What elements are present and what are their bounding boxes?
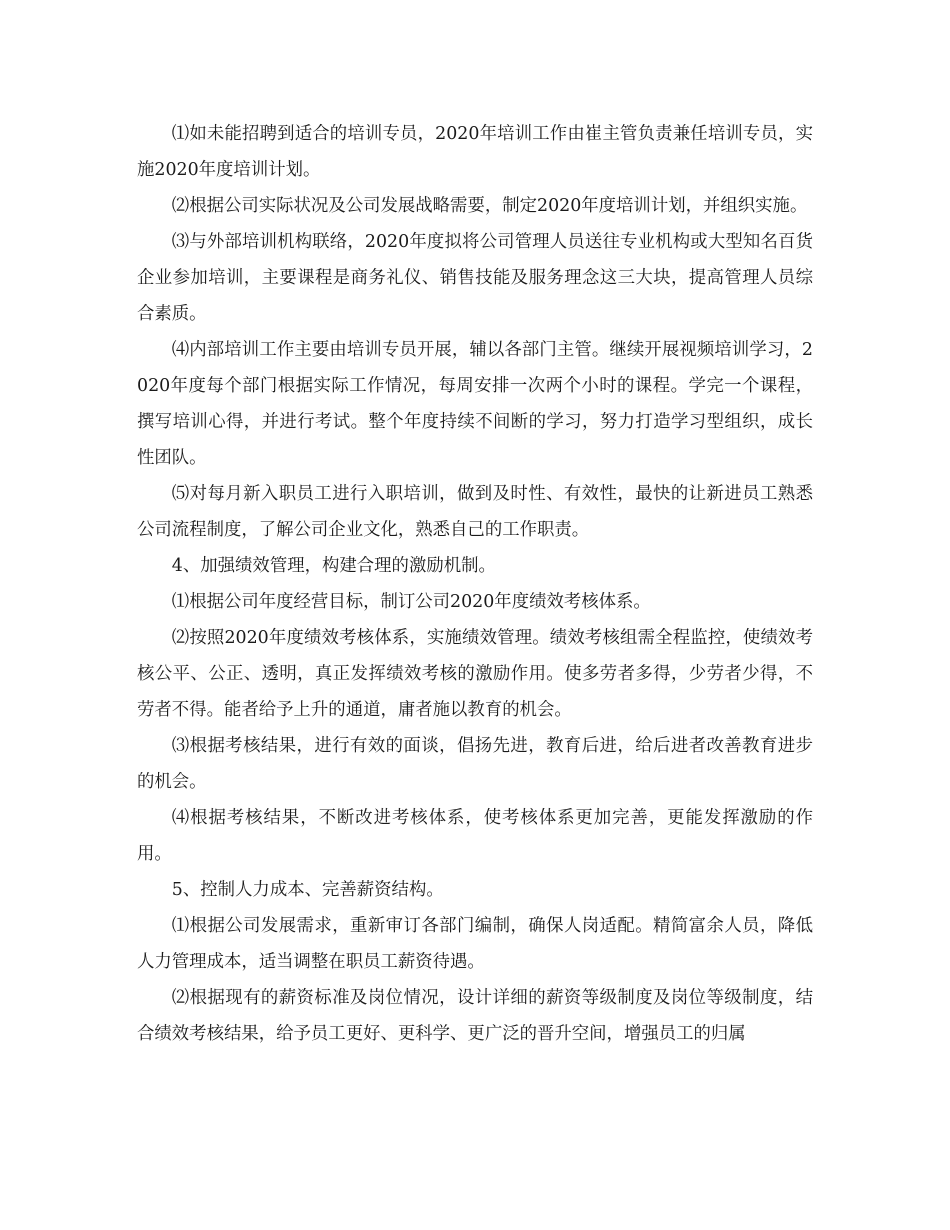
paragraph: ⑵按照2020年度绩效考核体系，实施绩效管理。绩效考核组需全程监控，使绩效考核公平、公正、透明，真正发挥绩效考核的激励作用。使多劳者多得，少劳者少得，不劳者不得。能者给予上升的通道，庸者施以教育的机会。	[137, 628, 813, 720]
paragraph: ⑶与外部培训机构联络，2020年度拟将公司管理人员送往专业机构或大型知名百货企业参加培训，主要课程是商务礼仪、销售技能及服务理念这三大块，提高管理人员综合素质。	[137, 232, 813, 324]
paragraph: ⑴如未能招聘到适合的培训专员，2020年培训工作由崔主管负责兼任培训专员，实施2020年度培训计划。	[137, 124, 813, 180]
paragraph: ⑷根据考核结果，不断改进考核体系，使考核体系更加完善，更能发挥激励的作用。	[137, 808, 813, 864]
paragraph: ⑸对每月新入职员工进行入职培训，做到及时性、有效性，最快的让新进员工熟悉公司流程制度，了解公司企业文化，熟悉自己的工作职责。	[137, 484, 813, 540]
paragraph: ⑵根据公司实际状况及公司发展战略需要，制定2020年度培训计划，并组织实施。	[171, 196, 808, 216]
document-body	[137, 116, 813, 1052]
paragraph: ⑴根据公司发展需求，重新审订各部门编制，确保人岗适配。精简富余人员，降低人力管理成本，适当调整在职员工薪资待遇。	[137, 916, 813, 972]
paragraph: ⑴根据公司年度经营目标，制订公司2020年度绩效考核体系。	[171, 592, 651, 612]
section-heading: 5、控制人力成本、完善薪资结构。	[171, 880, 444, 900]
section-heading: 4、加强绩效管理，构建合理的激励机制。	[171, 556, 496, 576]
paragraph: ⑵根据现有的薪资标准及岗位情况，设计详细的薪资等级制度及岗位等级制度，结合绩效考核结果，给予员工更好、更科学、更广泛的晋升空间，增强员工的归属	[137, 988, 813, 1044]
paragraph: ⑷内部培训工作主要由培训专员开展，辅以各部门主管。继续开展视频培训学习，2020年度每个部门根据实际工作情况，每周安排一次两个小时的课程。学完一个课程，撰写培训心得，并进行考试。整个年度持续不间断的学习，努力打造学习型组织，成长性团队。	[137, 340, 813, 468]
paragraph: ⑶根据考核结果，进行有效的面谈，倡扬先进，教育后进，给后进者改善教育进步的机会。	[137, 736, 813, 792]
